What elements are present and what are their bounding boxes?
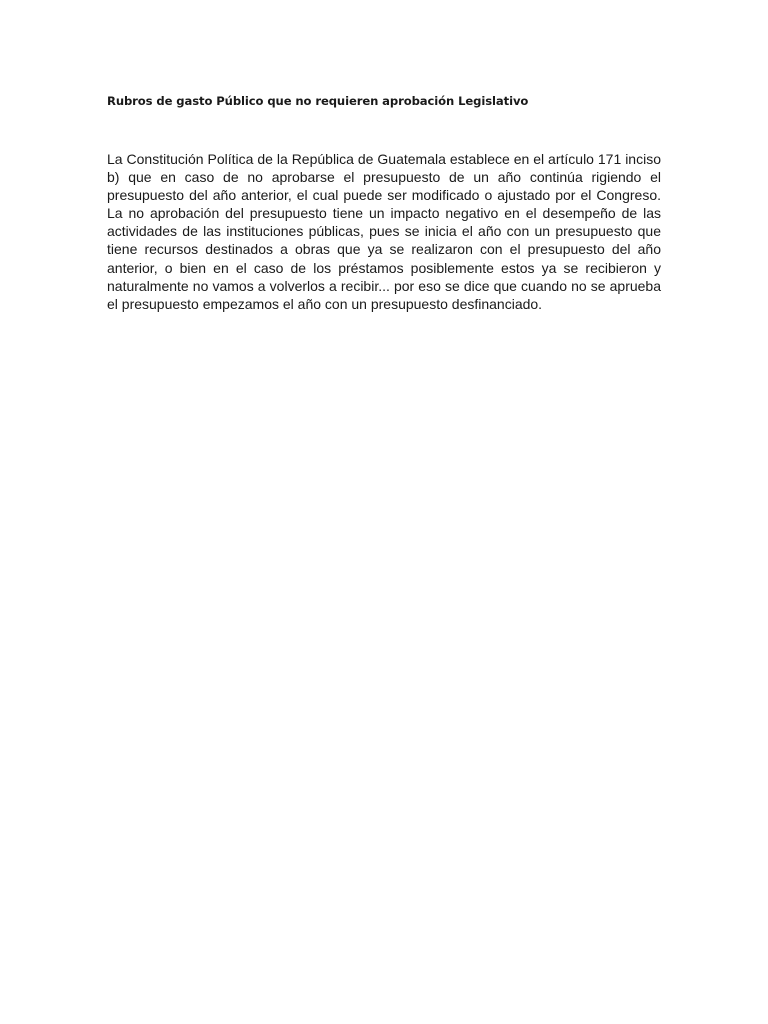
document-paragraph: La Constitución Política de la República de Guatemala establece en el artículo 171 inciso b) que en caso de no aprobarse el presupuesto de un año continúa rigiendo el presupuesto del año anterior, el cual puede ser modificado o ajustado por el Congreso. La no aprobación del presupuesto tiene un impacto negativo en el desempeño de las actividades de las instituciones públicas, pues se inicia el año con un presupuesto que tiene recursos destinados a obras que ya se realizaron con el presupuesto del año anterior, o bien en el caso de los préstamos posiblemente estos ya se recibieron y naturalmente no vamos a volverlos a recibir... por eso se dice que cuando no se aprueba el presupuesto empezamos el año con un presupuesto desfinanciado. xyxy=(107,151,661,312)
document-title: Rubros de gasto Público que no requieren aprobación Legislativo xyxy=(107,94,529,108)
